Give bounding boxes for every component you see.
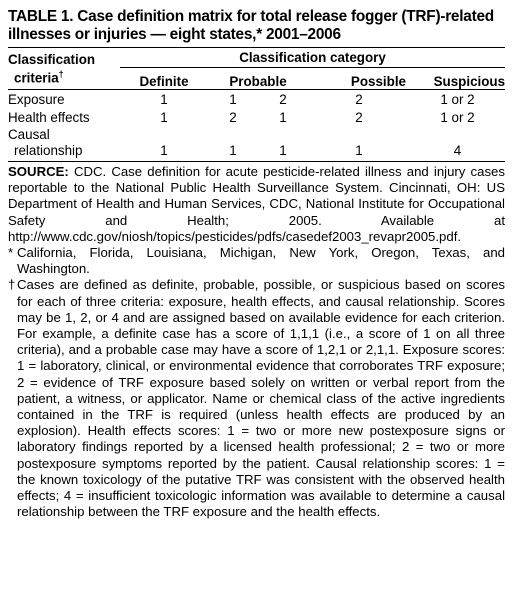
cell-probable-a: 2 [229,110,237,125]
cell-possible: 2 [355,92,363,107]
cell-probable-a: 1 [229,143,237,158]
footnote-states [8,245,505,277]
header-row-1 [8,48,505,68]
cell-definite: 1 [160,143,168,158]
col-probable: Probable [229,74,287,89]
source-text: CDC. Case definition for acute pesticide-related illness and injury cases reportable to the National Public Health Surveillance System. Cincinnati, OH: US Department of Health and Human Services, CDC, National Institute for Occupational Safety and Health; 2005. Available at http://www.cdc.gov/niosh/topics/pesticides/pdfs/casedef2003_revapr2005.pdf. [8,164,505,244]
footnote-mark: † [8,277,16,293]
col-definite: Definite [139,74,189,89]
footnote-text: California, Florida, Louisiana, Michigan, New York, Oregon, Texas, and Washington. [17,245,505,277]
table-bottom-rule [8,161,505,162]
table-row [8,90,505,109]
group-header: Classification category [120,48,505,68]
table-row-continued [8,142,505,159]
footnote-text: Cases are defined as definite, probable, possible, or suspicious based on scores for each of three criteria: exposure, health effects, and causal relationship. Scores may be 1, 2, or 4 and are assigned based on available evidence for each criterion. For example, a definite case has a score of 1,1,1 (i.e., a score of 1 on all three criteria), and a probable case may have a score of 1,2,1 or 2,1,1. Exposure scores: 1 = laboratory, clinical, or environmental evidence that corroborates TRF exposure; 2 = evidence of TRF exposure based solely on written or verbal report from the patient, a witness, or applicator. Name or chemical class of the active ingredients contained in the TRF is required (unless health effects are produced by an explosion). Health effects scores: 1 = two or more new postexposure signs or laboratory findings reported by a licensed health professional; 2 = two or more postexposure symptoms reported by the patient. Causal relationship scores: 1 = the known toxicology of the putative TRF was consistent with the observed health effects; 4 = insufficient toxicologic information was available to determine a causal relationship between the TRF exposure and the health effects. [17,277,505,520]
row-label-continued: relationship [14,143,83,158]
header-row-2 [8,68,505,90]
table-row [8,109,505,126]
cell-suspicious: 4 [453,143,462,158]
table-title: TABLE 1. Case definition matrix for total release fogger (TRF)-related illnesses or injuries — eight states,* 2001–2006 [8,8,494,43]
row-label: Causal [8,126,50,142]
table-row [8,126,505,142]
cell-probable-a: 1 [229,92,237,107]
footnote-mark: * [8,245,14,261]
source-note [8,164,505,245]
row-label: Health effects [8,110,90,125]
row-header-line2: criteria† [14,68,64,85]
cell-possible: 1 [355,143,363,158]
col-possible: Possible [350,74,406,89]
cell-possible: 2 [355,110,363,125]
col-suspicious: Suspicious [433,74,506,89]
cell-probable-b: 1 [279,110,287,125]
source-label: SOURCE: [8,164,69,179]
cell-probable-b: 1 [279,143,287,158]
case-definition-table [8,48,505,159]
cell-probable-b: 2 [279,92,287,107]
table-notes [8,164,505,520]
row-label: Exposure [8,92,65,107]
cell-suspicious: 1 or 2 [440,92,475,107]
footnote-criteria [8,277,505,520]
cell-definite: 1 [160,110,168,125]
cell-suspicious: 1 or 2 [440,110,475,125]
cell-definite: 1 [160,92,168,107]
row-header-line1: Classification [8,52,96,68]
